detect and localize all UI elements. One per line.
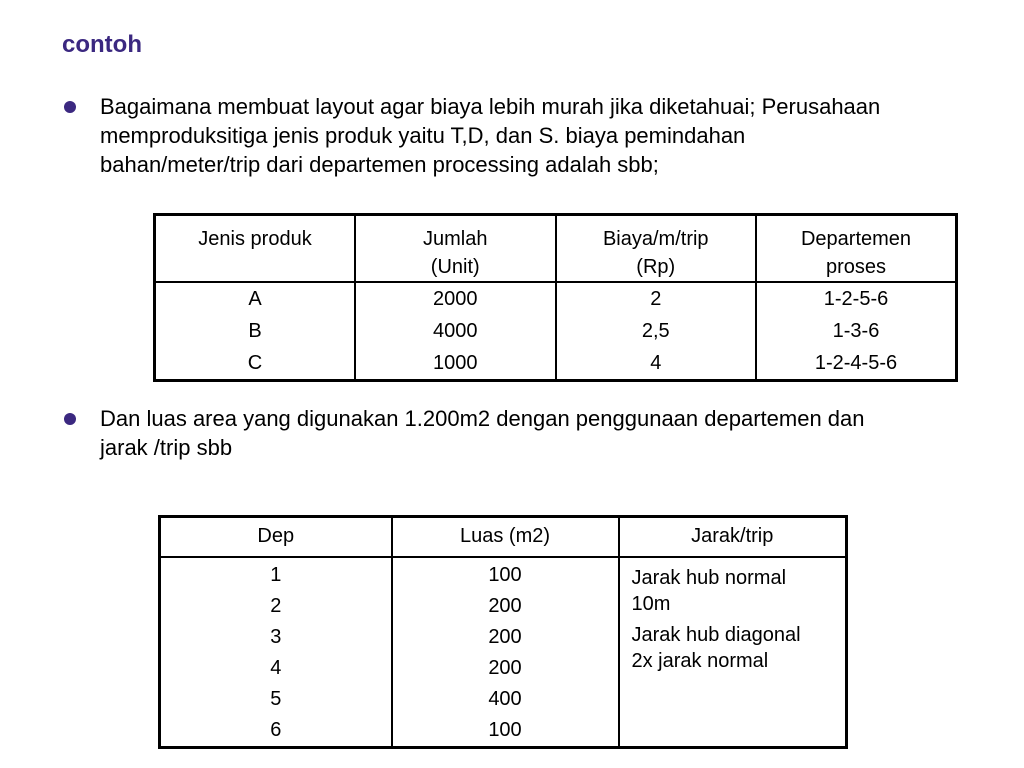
area-table-header-jarak: Jarak/trip [619, 517, 847, 557]
area-table-header-row [160, 517, 847, 557]
bullet-2-line-1: Dan luas area yang digunakan 1.200m2 dengan penggunaan departemen dan [100, 406, 865, 431]
cost-table-header-jenis: Jenis produk [155, 215, 356, 283]
table-cell: 4000 [433, 320, 478, 342]
cost-table-header-departemen: Departemen proses [756, 215, 957, 283]
area-table-col-luas [392, 557, 619, 748]
bullet-1-line-3: bahan/meter/trip dari departemen processing adalah sbb; [100, 152, 659, 177]
table-cell: 1 [270, 563, 282, 586]
cost-table-header-jumlah: Jumlah (Unit) [355, 215, 556, 283]
table-cell: 2 [650, 288, 662, 310]
table-cell: 2 [270, 594, 282, 617]
area-table-body-row [160, 557, 847, 748]
table-cell: A [248, 288, 262, 310]
table-cell: 4 [650, 352, 662, 374]
bullet-text-1 [100, 92, 880, 179]
bullet-icon [64, 413, 76, 425]
table-cell: 200 [488, 625, 522, 648]
cost-table-col-jenis [155, 282, 356, 381]
table-cell: B [248, 320, 262, 342]
cost-table-col-departemen [756, 282, 957, 381]
table-cell: 100 [488, 718, 522, 741]
bullet-item-1 [62, 92, 880, 179]
cost-table-col-jumlah [355, 282, 556, 381]
table-cell: 5 [270, 687, 282, 710]
table-cell: 6 [270, 718, 282, 741]
table-cell: 1000 [433, 352, 478, 374]
bullet-2-line-2: jarak /trip sbb [100, 435, 233, 460]
table-cell: 200 [488, 656, 522, 679]
table-cell: 2,5 [641, 320, 670, 342]
table-cell: 400 [488, 687, 522, 710]
bullet-1-line-2: memproduksitiga jenis produk yaitu T,D, dan S. biaya pemindahan [100, 123, 746, 148]
table-cell: 100 [488, 563, 522, 586]
table-cell: 3 [270, 625, 282, 648]
table-cell: 200 [488, 594, 522, 617]
bullet-icon [64, 101, 76, 113]
bullet-1-line-1: Bagaimana membuat layout agar biaya lebih murah jika diketahuai; Perusahaan [100, 94, 881, 119]
bullet-item-2 [62, 404, 865, 462]
cost-table-col-biaya [556, 282, 757, 381]
table-cell: 1-2-5-6 [823, 288, 889, 310]
jarak-note-line: 10m [631, 592, 671, 615]
table-cell: 4 [270, 656, 282, 679]
cost-table-header-row [155, 215, 957, 283]
cost-table [153, 213, 958, 382]
table-cell: 1-3-6 [832, 320, 880, 342]
area-table-header-luas: Luas (m2) [392, 517, 619, 557]
area-table-col-jarak-note [619, 557, 847, 748]
area-table-col-dep [160, 557, 392, 748]
jarak-note-line: Jarak hub diagonal [631, 623, 801, 646]
jarak-note-line: Jarak hub normal [631, 566, 787, 589]
bullet-text-2 [100, 404, 865, 462]
slide-title: contoh [62, 31, 142, 58]
area-table [158, 515, 848, 749]
jarak-note-line: 2x jarak normal [631, 649, 769, 672]
table-cell: 2000 [433, 288, 478, 310]
table-cell: C [247, 352, 263, 374]
cost-table-body-row [155, 282, 957, 381]
table-cell: 1-2-4-5-6 [814, 352, 898, 374]
cost-table-header-biaya: Biaya/m/trip (Rp) [556, 215, 757, 283]
area-table-header-dep: Dep [160, 517, 392, 557]
